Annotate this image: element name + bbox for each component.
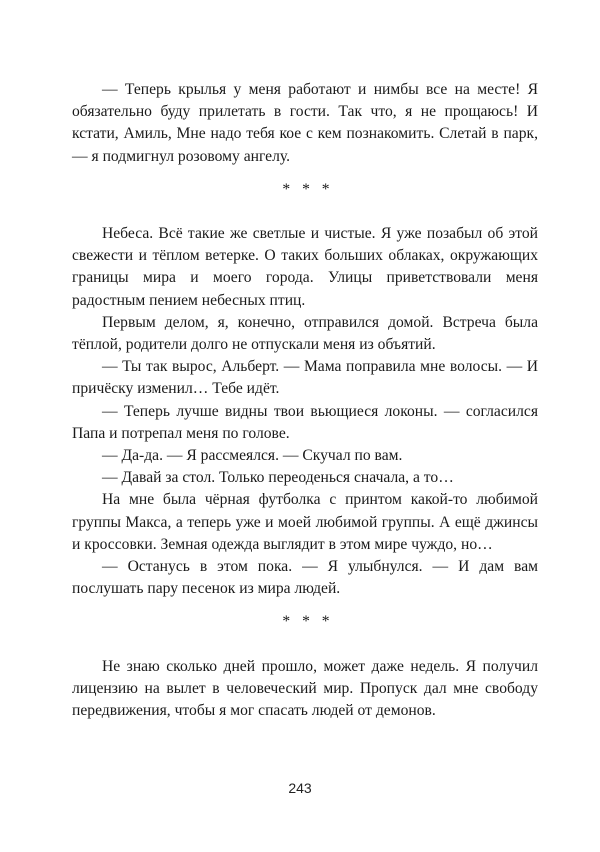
paragraph-heavens: Небеса. Всё такие же светлые и чистые. Я уже позабыл об этой свежести и тёплом ветерке. О таких больших облаках, окружающих границы мира и моего города. Улицы приветствовали меня радостным пением небесных птиц. [72, 225, 538, 309]
paragraph-farewell: — Теперь крылья у меня работают и нимбы все на месте! Я обязательно буду прилетать в гости. Так что, я не прощаюсь! И кстати, Амиль, Мне надо тебя кое с кем познакомить. Слетай в парк, — я подмигнул розовому ангелу. [72, 81, 538, 165]
paragraph-stay: — Останусь в этом пока. — Я улыбнулся. — И дам вам послушать пару песенок из мира людей. [72, 558, 538, 598]
paragraph-clothes: На мне была чёрная футболка с принтом какой-то любимой группы Макса, а теперь уже и моей любимой группы. А ещё джинсы и кроссовки. Земная одежда выглядит в этом мире чуждо, но… [72, 491, 538, 553]
page-body [72, 79, 538, 722]
paragraph-table: — Давай за стол. Только переоденься сначала, а то… [102, 469, 454, 487]
paragraph-mom-dialogue: — Ты так вырос, Альберт. — Мама поправила мне волосы. — И причёску изменил… Тебе идёт. [72, 358, 538, 398]
scene-separator: * * * [282, 613, 334, 631]
paragraph-laugh: — Да-да. — Я рассмеялся. — Скучал по вам. [102, 447, 403, 465]
paragraph-home: Первым делом, я, конечно, отправился домой. Встреча была тёплой, родители долго не отпускали меня из объятий. [72, 313, 538, 354]
paragraph-dad-dialogue: — Теперь лучше видны твои вьющиеся локоны. — согласился Папа и потрепал меня по голове. [72, 402, 538, 442]
scene-separator: * * * [282, 180, 334, 198]
paragraph-license: Не знаю сколько дней прошло, может даже недель. Я получил лицензию на вылет в человеческий мир. Пропуск дал мне свободу передвижения, чтобы я мог спасать людей от демонов. [72, 657, 538, 720]
page-number: 243 [288, 780, 312, 796]
